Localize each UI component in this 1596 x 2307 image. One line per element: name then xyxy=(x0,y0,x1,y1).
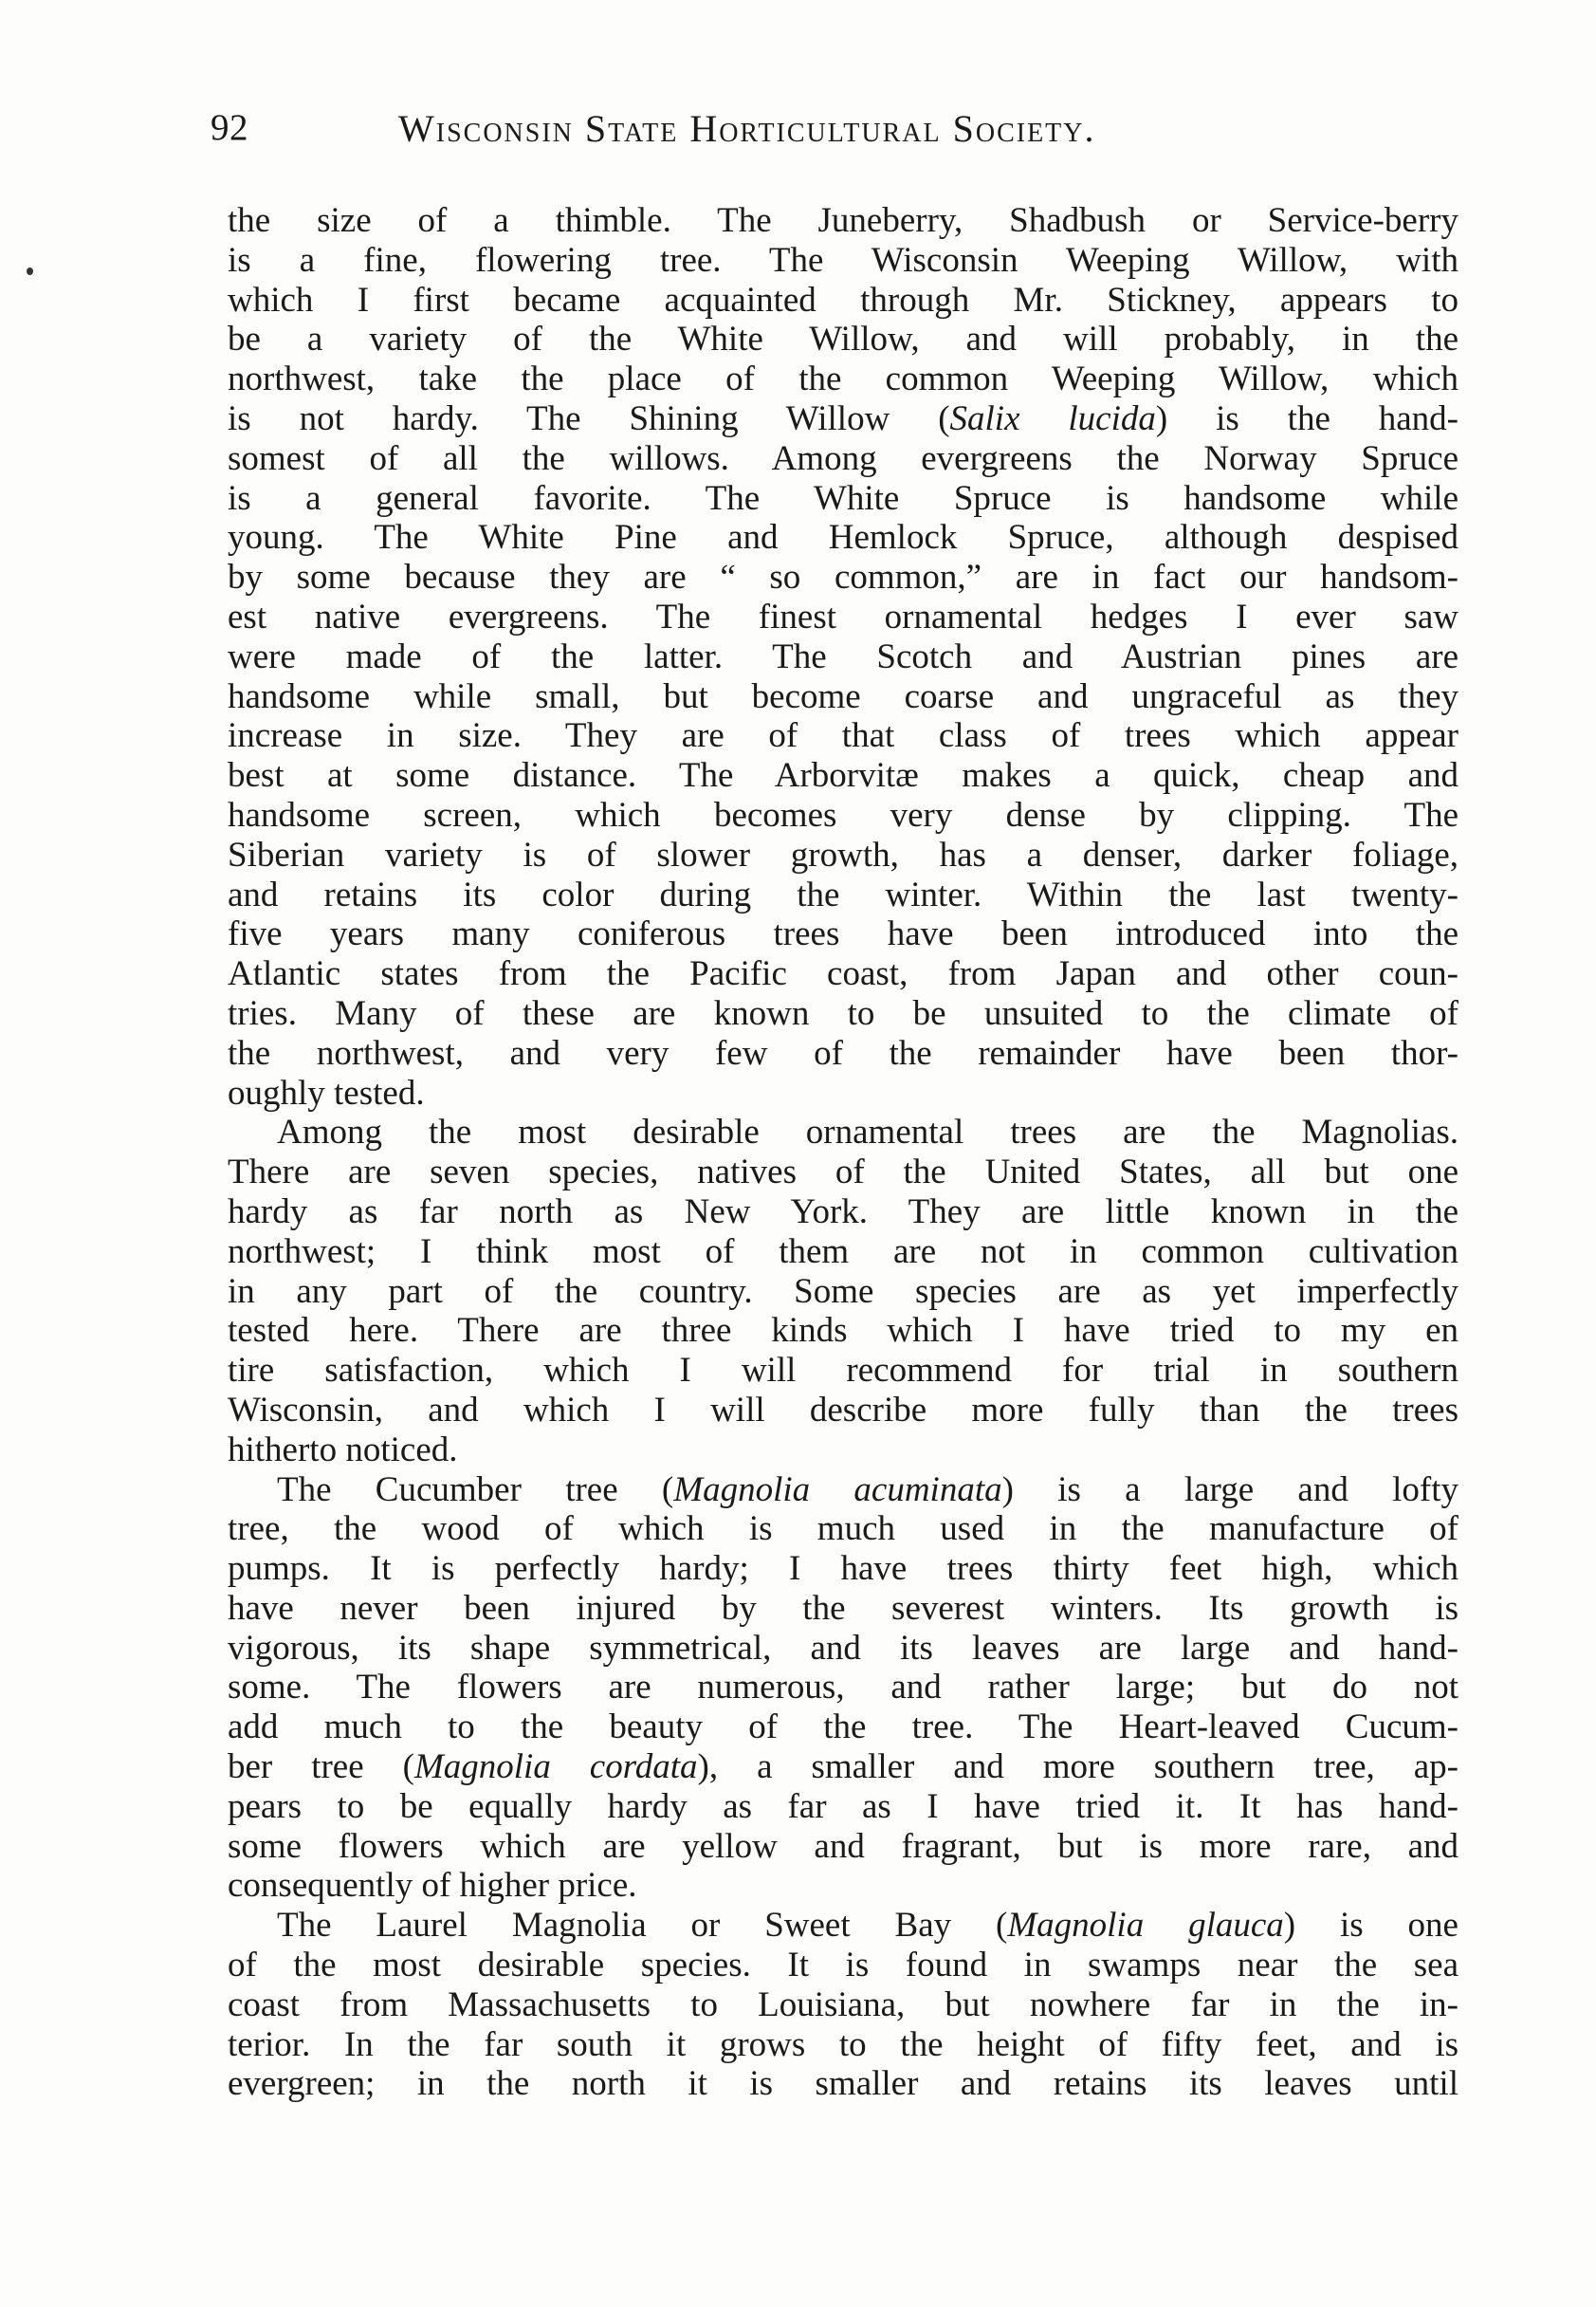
text-line: increase in size. They are of that class of trees which appear xyxy=(228,716,1458,756)
text-line: est native evergreens. The finest ornamental hedges I ever saw xyxy=(228,597,1458,637)
text-line: oughly tested. xyxy=(228,1073,425,1113)
paragraph xyxy=(228,1906,1458,2104)
body-text xyxy=(228,201,1458,2104)
text-line: and retains its color during the winter. Within the last twenty- xyxy=(228,875,1458,914)
text-line: tested here. There are three kinds which I have tried to my en xyxy=(228,1311,1458,1351)
text-line: handsome while small, but become coarse and ungraceful as they xyxy=(228,676,1458,716)
running-head: Wisconsin State Horticultural Society. xyxy=(398,107,1096,150)
text-line: northwest; I think most of them are not in common cultivation xyxy=(228,1231,1458,1271)
page-header xyxy=(211,106,1263,163)
text-line: ber tree (Magnolia cordata), a smaller and more southern tree, ap- xyxy=(228,1747,1458,1787)
text-line: is a general favorite. The White Spruce is handsome while xyxy=(228,478,1458,518)
text-line: the northwest, and very few of the remainder have been thor- xyxy=(228,1033,1458,1073)
text-line: There are seven species, natives of the United States, all but one xyxy=(228,1153,1458,1192)
text-line: best at some distance. The Arborvitæ makes a quick, cheap and xyxy=(228,756,1458,796)
text-line: Siberian variety is of slower growth, has a denser, darker foliage, xyxy=(228,835,1458,875)
text-line: The Laurel Magnolia or Sweet Bay (Magnolia glauca) is one xyxy=(277,1906,1458,1946)
text-line: hitherto noticed. xyxy=(228,1430,458,1469)
text-line: Wisconsin, and which I will describe more fully than the trees xyxy=(228,1390,1458,1430)
text-line: tire satisfaction, which I will recommend for trial in southern xyxy=(228,1351,1458,1391)
paragraph xyxy=(228,1470,1458,1907)
text-line: vigorous, its shape symmetrical, and its leaves are large and hand- xyxy=(228,1628,1458,1668)
text-line: The Cucumber tree (Magnolia acuminata) is a large and lofty xyxy=(277,1469,1458,1509)
text-line: some. The flowers are numerous, and rather large; but do not xyxy=(228,1668,1458,1707)
text-line: of the most desirable species. It is found in swamps near the sea xyxy=(228,1946,1458,1985)
text-line: terior. In the far south it grows to the height of fifty feet, and is xyxy=(228,2024,1458,2064)
text-line: pears to be equally hardy as far as I have tried it. It has hand- xyxy=(228,1786,1458,1826)
text-line: five years many coniferous trees have been introduced into the xyxy=(228,914,1458,954)
paragraph xyxy=(228,1113,1458,1469)
text-line: tree, the wood of which is much used in the manufacture of xyxy=(228,1509,1458,1549)
text-line: in any part of the country. Some species are as yet imperfectly xyxy=(228,1271,1458,1311)
text-line: hardy as far north as New York. They are little known in the xyxy=(228,1191,1458,1231)
text-line: tries. Many of these are known to be unsuited to the climate of xyxy=(228,993,1458,1033)
page-number: 92 xyxy=(211,107,248,148)
text-line: add much to the beauty of the tree. The Heart-leaved Cucum- xyxy=(228,1707,1458,1747)
text-line: Among the most desirable ornamental trees are the Magnolias. xyxy=(277,1113,1458,1153)
text-line: some flowers which are yellow and fragrant, but is more rare, and xyxy=(228,1826,1458,1866)
text-line: is a fine, flowering tree. The Wisconsin Weeping Willow, with xyxy=(228,240,1458,280)
text-line: is not hardy. The Shining Willow (Salix lucida) is the hand- xyxy=(228,398,1458,438)
text-line: have never been injured by the severest winters. Its growth is xyxy=(228,1588,1458,1628)
text-line: young. The White Pine and Hemlock Spruce, although despised xyxy=(228,518,1458,558)
text-line: northwest, take the place of the common Weeping Willow, which xyxy=(228,360,1458,399)
text-line: somest of all the willows. Among evergreens the Norway Spruce xyxy=(228,438,1458,478)
text-line: by some because they are “ so common,” are in fact our handsom- xyxy=(228,558,1458,598)
text-line: were made of the latter. The Scotch and Austrian pines are xyxy=(228,637,1458,676)
text-line: Atlantic states from the Pacific coast, from Japan and other coun- xyxy=(228,954,1458,994)
text-line: pumps. It is perfectly hardy; I have trees thirty feet high, which xyxy=(228,1549,1458,1589)
paragraph xyxy=(228,201,1458,1113)
text-line: the size of a thimble. The Juneberry, Shadbush or Service-berry xyxy=(228,201,1458,240)
text-line: be a variety of the White Willow, and will probably, in the xyxy=(228,320,1458,360)
text-line: evergreen; in the north it is smaller and retains its leaves until xyxy=(228,2064,1458,2104)
text-line: consequently of higher price. xyxy=(228,1866,637,1906)
text-line: handsome screen, which becomes very dense by clipping. The xyxy=(228,795,1458,835)
stray-ink-mark xyxy=(27,268,33,275)
text-line: coast from Massachusetts to Louisiana, but nowhere far in the in- xyxy=(228,1984,1458,2024)
text-line: which I first became acquainted through Mr. Stickney, appears to xyxy=(228,280,1458,320)
